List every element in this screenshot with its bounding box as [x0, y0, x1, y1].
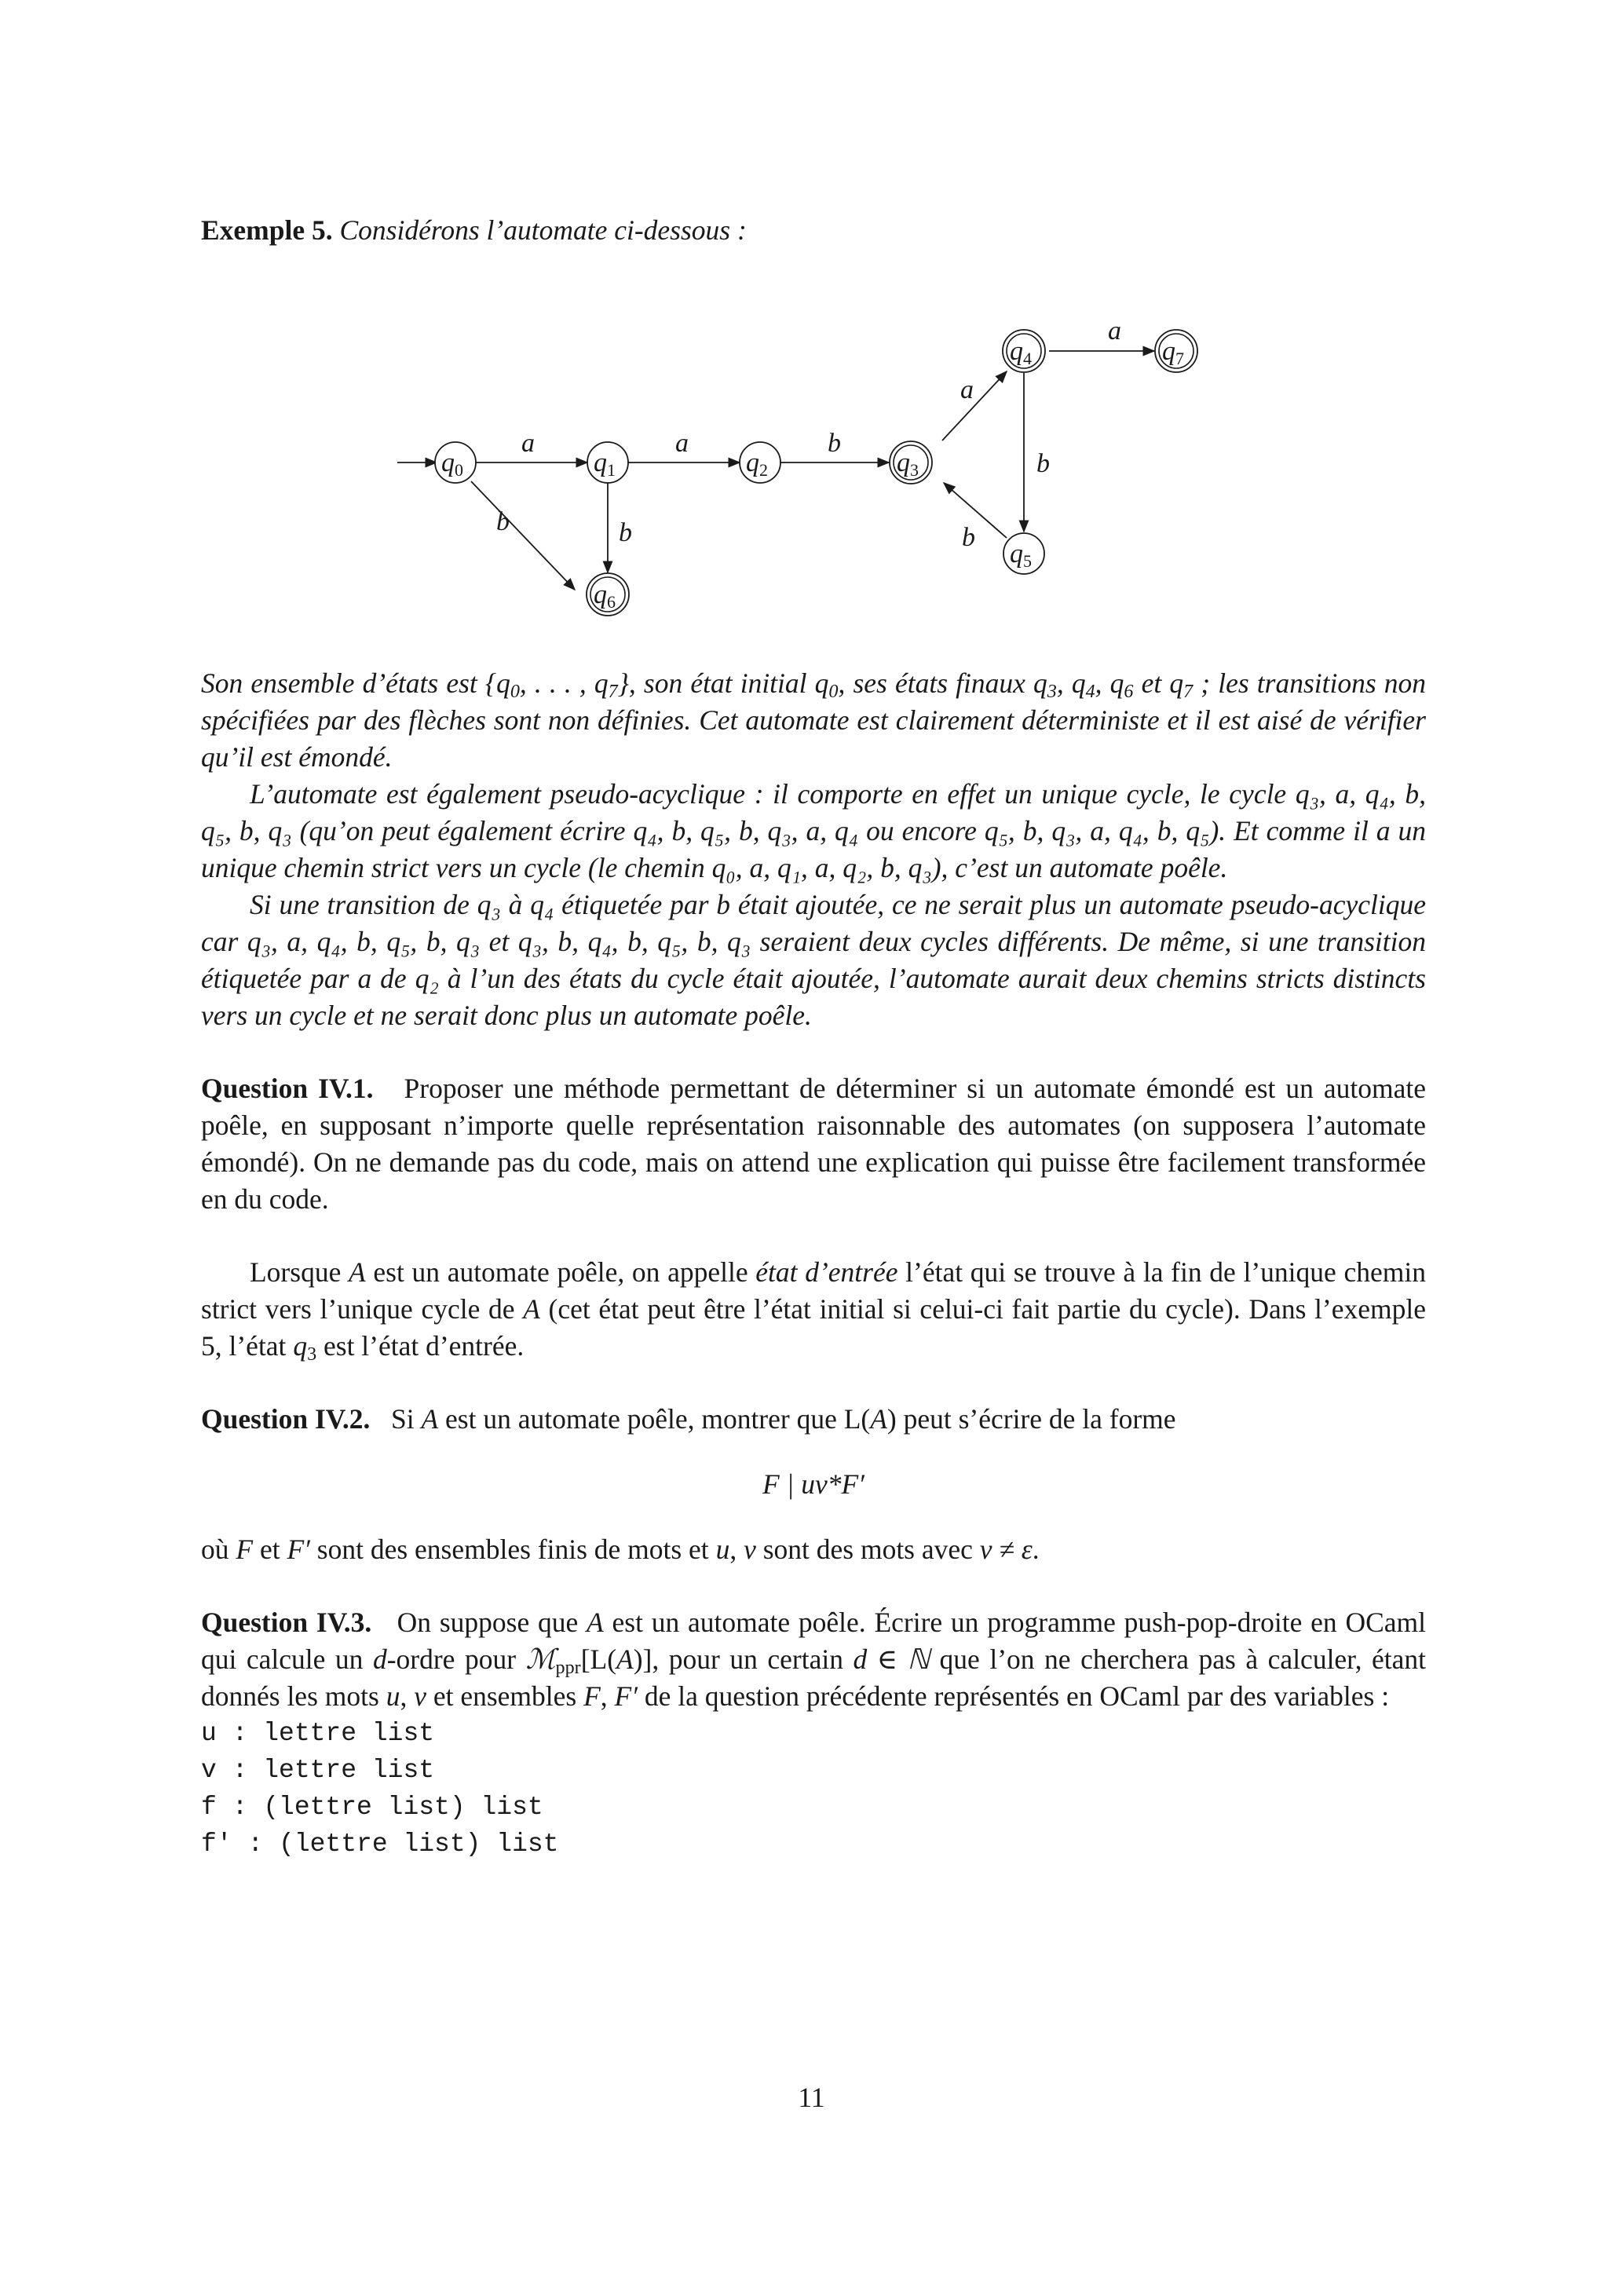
edge-label-q0-q1: a [521, 429, 535, 458]
code-line: u : lettre list [201, 1719, 435, 1748]
question-iv-2: Question IV.2. Si A est un automate poêle, montrer que L(A) peut s’écrire de la forme [201, 1403, 1176, 1435]
paragraph-states: Son ensemble d’états est {$q_0$, . . . , $q_7$}, son état initial $q_0$, ses états finaux $q_3$, $q_4$, $q_6$ et $q_7$ ; les transitions non spécifiées par des flèches sont non définies. Cet automate est clairement déterministe et il est aisé de vérifier qu’il est émondé. [201, 667, 1427, 773]
question-iv-2-label: Question IV.2. [201, 1403, 371, 1435]
svg-text:q1: q1 [594, 448, 616, 480]
state-q6 [587, 573, 629, 616]
state-q4 [1003, 330, 1045, 372]
svg-text:q2: q2 [746, 448, 768, 480]
svg-text:q6: q6 [594, 580, 616, 612]
automaton-diagram [201, 249, 1426, 618]
question-iv-1-label: Question IV.1. [201, 1073, 374, 1104]
question-iv-2-conditions: où F et F′ sont des ensembles finis de mots et u, v sont des mots avec v ≠ ε. [201, 1534, 1040, 1565]
paragraph-counterexample: Si une transition de q₃ à q₄ étiquetée par b était ajoutée, ce ne serait plus un automate pseudo-acyclique car q₃, a, q₄, b, q₅, b, q₃ et q₃, b, q₄, b, q₅, b, q₃ seraient deux cycles différents. De même, si une transition étiquetée par a de q₂ à l’un des états du cycle était ajoutée, l’automate aurait deux chemins stricts distincts vers un cycle et ne serait donc plus un automate poêle. [201, 889, 1426, 1031]
state-q2 [740, 442, 780, 483]
svg-text:q5: q5 [1010, 539, 1032, 571]
example-label: Exemple 5. [201, 214, 333, 246]
example-intro: Considérons l’automate ci-dessous : [339, 214, 747, 246]
edge-q3-q4 [942, 371, 1007, 441]
edge-label-q1-q2: a [675, 429, 689, 458]
edge-label-q4-q7: a [1108, 316, 1121, 345]
svg-text:q4: q4 [1010, 337, 1032, 368]
definition-entry-state: Lorsque A est un automate poêle, on appelle état d’entrée l’état qui se trouve à la fin de l’unique chemin strict vers l’unique cycle de A (cet état peut être l’état initial si celui-ci fait partie du cycle). Dans l’exemple 5, l’état $q_3$ est l’état d’entrée. [201, 1256, 1426, 1366]
page-number: 11 [798, 2082, 825, 2113]
edge-label-q2-q3: b [828, 429, 841, 458]
edge-label-q3-q4: a [960, 375, 974, 404]
page-content [201, 212, 1426, 1863]
edge-label-q1-q6: b [619, 518, 632, 547]
edge-q5-q3 [944, 483, 1007, 538]
state-q1 [587, 442, 628, 483]
state-q5 [1003, 533, 1044, 574]
code-line: f : (lettre list) list [201, 1793, 543, 1822]
question-iv-1 [201, 1070, 1426, 1218]
example-heading [201, 212, 1426, 249]
code-block [201, 1715, 1426, 1863]
state-q3 [890, 441, 932, 484]
state-q0 [435, 442, 476, 483]
code-line: f' : (lettre list) list [201, 1830, 559, 1859]
question-iv-3-label: Question IV.3. [201, 1607, 372, 1638]
edge-q0-q6 [471, 481, 575, 590]
code-line: v : lettre list [201, 1756, 435, 1785]
svg-text:q7: q7 [1162, 337, 1184, 368]
question-iv-1-text: Proposer une méthode permettant de déterminer si un automate émondé est un automate poêle, en supposant n’importe quelle représentation raisonnable des automates (on supposera l’automate émondé). On ne demande pas du code, mais on attend une explication qui puisse être facilement transformée en du code. [201, 1073, 1427, 1215]
question-iv-3: Question IV.3. On suppose que A est un automate poêle. Écrire un programme push-pop-droite en OCaml qui calcule un d-ordre pour ℳ$_{ppr}$[L(A)], pour un certain d ∈ ℕ que l’on ne cherchera pas à calculer, étant donnés les mots u, v et ensembles F, F′ de la question précédente représentés en OCaml par des variables : [201, 1607, 1427, 1712]
formula-language: F | uv*F′ [762, 1468, 865, 1500]
edge-label-q5-q3: b [962, 523, 975, 552]
svg-text:q0: q0 [441, 448, 463, 480]
svg-text:q3: q3 [897, 448, 919, 480]
paragraph-pseudo-acyclic: L’automate est également pseudo-acyclique : il comporte en effet un unique cycle, le cycle q₃, a, q₄, b, q₅, b, q₃ (qu’on peut également écrire q₄, b, q₅, b, q₃, a, q₄ ou encore q₅, b, q₃, a, q₄, b, q₅). Et comme il a un unique chemin strict vers un cycle (le chemin q₀, a, q₁, a, q₂, b, q₃), c’est un automate poêle. [201, 778, 1427, 883]
state-q7 [1155, 330, 1197, 372]
edge-label-q4-q5: b [1036, 449, 1050, 478]
edge-label-q0-q6: b [496, 507, 510, 536]
